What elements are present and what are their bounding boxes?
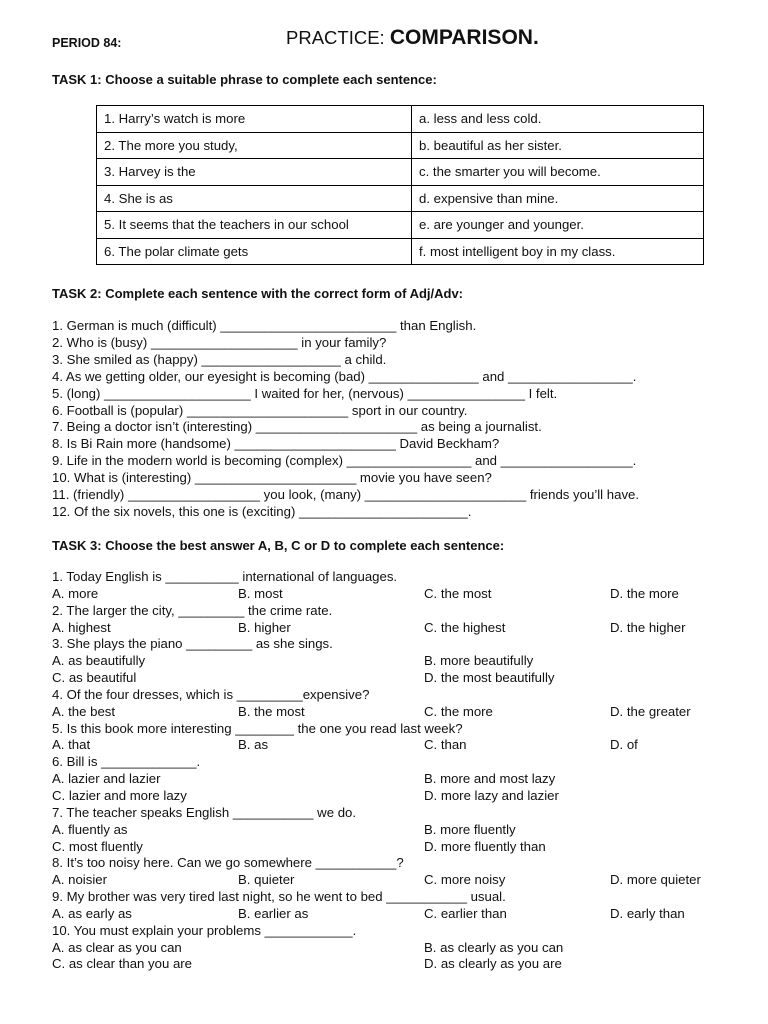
answer-options — [52, 906, 752, 923]
question-text: 1. Today English is __________ international of languages. — [52, 569, 398, 584]
question-text: 5. Is this book more interesting ________ the one you read last week? — [52, 720, 463, 736]
option-b: B. more beautifully — [424, 653, 534, 669]
list-item: 8. Is Bi Rain more (handsome) ______________________ David Beckham? — [52, 436, 500, 452]
option-a: A. noisier — [52, 872, 107, 888]
answer-options — [52, 670, 752, 687]
answer-options — [52, 737, 752, 754]
list-item: 12. Of the six novels, this one is (exciting) _______________________. — [52, 503, 472, 519]
sentence-start: 6. The polar climate gets — [97, 238, 412, 265]
option-c: C. earlier than — [424, 905, 507, 921]
option-b: B. quieter — [238, 872, 295, 888]
sentence-start: 1. Harry’s watch is more — [97, 106, 412, 133]
period-label: PERIOD 84: — [52, 36, 122, 50]
list-item: 1. German is much (difficult) ________________________ than English. — [52, 318, 477, 333]
answer-options — [52, 956, 752, 973]
table-row — [97, 132, 704, 159]
option-c: C. as clear than you are — [52, 956, 193, 972]
option-d: D. as clearly as you are — [424, 956, 562, 972]
option-a: A. fluently as — [52, 821, 128, 837]
list-item: 7. Being a doctor isn’t (interesting) ______________________ as being a journalist. — [52, 419, 542, 435]
option-a: A. as early as — [52, 905, 132, 921]
table-row — [97, 212, 704, 239]
worksheet-header — [52, 26, 742, 60]
list-item: 10. What is (interesting) ______________________ movie you have seen? — [52, 470, 492, 486]
question-text: 4. Of the four dresses, which is _________expensive? — [52, 686, 370, 702]
option-b: B. most — [238, 585, 283, 601]
option-d: D. of — [610, 737, 638, 753]
task2-heading: TASK 2: Complete each sentence with the correct form of Adj/Adv: — [52, 286, 464, 301]
answer-options — [52, 822, 752, 839]
answer-options — [52, 653, 752, 670]
option-b: B. as — [238, 737, 269, 753]
option-c: C. lazier and more lazy — [52, 787, 187, 803]
list-item: 4. As we getting older, our eyesight is becoming (bad) _______________ and _________________. — [52, 368, 637, 384]
title-main: COMPARISON. — [389, 26, 539, 49]
option-c: C. than — [424, 737, 467, 753]
answer-options — [52, 788, 752, 805]
option-c: C. as beautiful — [52, 670, 137, 686]
option-b: B. the most — [238, 703, 305, 719]
option-d: D. more fluently than — [424, 838, 546, 854]
page-title — [286, 26, 539, 50]
list-item: 9. Life in the modern world is becoming (complex) _________________ and __________________. — [52, 453, 637, 469]
option-a: A. that — [52, 737, 91, 753]
sentence-ending: a. less and less cold. — [412, 106, 704, 133]
question-text: 2. The larger the city, _________ the crime rate. — [52, 602, 333, 618]
option-a: A. as clear as you can — [52, 939, 182, 955]
table-row — [97, 185, 704, 212]
sentence-start: 3. Harvey is the — [97, 159, 412, 186]
option-d: D. more lazy and lazier — [424, 787, 559, 803]
question-text: 6. Bill is _____________. — [52, 754, 201, 770]
option-b: B. higher — [238, 619, 291, 635]
answer-options — [52, 704, 752, 721]
option-a: A. lazier and lazier — [52, 771, 161, 787]
option-b: B. as clearly as you can — [424, 939, 564, 955]
title-prefix: PRACTICE: — [286, 27, 390, 48]
option-a: A. more — [52, 585, 99, 601]
sentence-start: 4. She is as — [97, 185, 412, 212]
task1-heading: TASK 1: Choose a suitable phrase to complete each sentence: — [52, 72, 437, 87]
table-row — [97, 238, 704, 265]
list-item: 11. (friendly) __________________ you look, (many) ______________________ friends you’ll have. — [52, 487, 640, 503]
option-d: D. the most beautifully — [424, 670, 555, 686]
answer-options — [52, 940, 752, 957]
option-b: B. more fluently — [424, 821, 516, 837]
option-c: C. the highest — [424, 619, 506, 635]
option-d: D. the greater — [610, 703, 691, 719]
option-c: C. the more — [424, 703, 493, 719]
option-b: B. earlier as — [238, 905, 309, 921]
option-a: A. as beautifully — [52, 653, 146, 669]
question-text: 3. She plays the piano _________ as she sings. — [52, 636, 333, 652]
answer-options — [52, 771, 752, 788]
option-a: A. the best — [52, 703, 116, 719]
question-text: 7. The teacher speaks English ___________ we do. — [52, 804, 357, 820]
list-item: 5. (long) ____________________ I waited for her, (nervous) ________________ I felt. — [52, 385, 558, 401]
task3-questions — [52, 569, 752, 973]
table-row — [97, 106, 704, 133]
option-c: C. the most — [424, 585, 492, 601]
option-d: D. the higher — [610, 619, 686, 635]
sentence-ending: c. the smarter you will become. — [412, 159, 704, 186]
list-item: 2. Who is (busy) ____________________ in your family? — [52, 334, 387, 350]
sentence-ending: e. are younger and younger. — [412, 212, 704, 239]
option-d: D. early than — [610, 905, 685, 921]
matching-table — [96, 105, 704, 265]
task3-heading: TASK 3: Choose the best answer A, B, C or D to complete each sentence: — [52, 538, 505, 553]
sentence-start: 5. It seems that the teachers in our school — [97, 212, 412, 239]
option-d: D. more quieter — [610, 872, 701, 888]
list-item: 6. Football is (popular) ______________________ sport in our country. — [52, 402, 468, 418]
answer-options — [52, 620, 752, 637]
sentence-start: 2. The more you study, — [97, 132, 412, 159]
option-b: B. more and most lazy — [424, 771, 556, 787]
option-c: C. more noisy — [424, 872, 506, 888]
sentence-ending: f. most intelligent boy in my class. — [412, 238, 704, 265]
task2-list — [52, 318, 639, 521]
table-row — [97, 159, 704, 186]
list-item: 3. She smiled as (happy) ___________________ a child. — [52, 351, 387, 367]
option-d: D. the more — [610, 585, 679, 601]
question-text: 9. My brother was very tired last night, so he went to bed ___________ usual. — [52, 889, 506, 905]
option-a: A. highest — [52, 619, 111, 635]
sentence-ending: b. beautiful as her sister. — [412, 132, 704, 159]
question-text: 8. It’s too noisy here. Can we go somewhere ___________? — [52, 855, 404, 871]
option-c: C. most fluently — [52, 838, 143, 854]
answer-options — [52, 839, 752, 856]
sentence-ending: d. expensive than mine. — [412, 185, 704, 212]
answer-options — [52, 586, 752, 603]
answer-options — [52, 872, 752, 889]
question-text: 10. You must explain your problems ____________. — [52, 922, 357, 938]
